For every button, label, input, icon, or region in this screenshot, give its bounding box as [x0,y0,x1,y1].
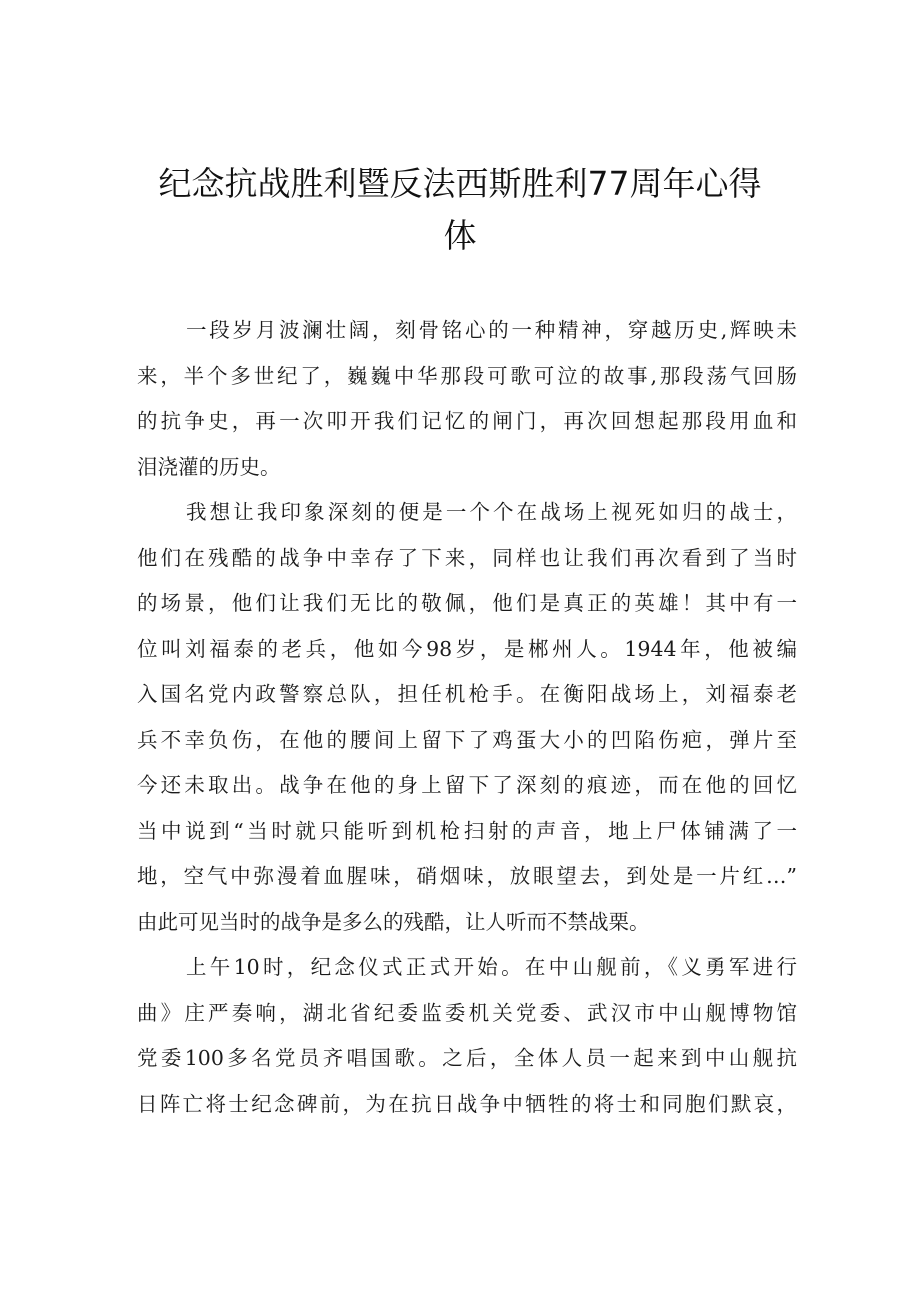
paragraph-line: 兵不幸负伤，在他的腰间上留下了鸡蛋大小的凹陷伤疤，弹片至 [137,727,797,752]
document-body [137,308,797,1127]
paragraph-line: 他们在残酷的战争中幸存了下来，同样也让我们再次看到了当时 [137,545,797,570]
paragraph-line: 位叫刘福泰的老兵，他如今98岁，是郴州人。1944年，他被编 [137,636,797,661]
paragraph-1 [137,308,797,490]
paragraph-line: 入国名党内政警察总队，担任机枪手。在衡阳战场上，刘福泰老 [137,682,797,706]
title-line-2: 体 [443,216,477,255]
paragraph-line: 的抗争史，再一次叩开我们记忆的闸门，再次回想起那段用血和 [137,409,797,433]
paragraph-line: 当中说到“当时就只能听到机枪扫射的声音，地上尸体铺满了一 [137,818,797,843]
paragraph-line: 曲》庄严奏响，湖北省纪委监委机关党委、武汉市中山舰博物馆 [137,1000,797,1025]
paragraph-line: 来，半个多世纪了，巍巍中华那段可歌可泣的故事,那段荡气回肠 [137,363,797,388]
title-line-1: 纪念抗战胜利暨反法西斯胜利77周年心得 [158,164,762,203]
paragraph-line: 的场景，他们让我们无比的敬佩，他们是真正的英雄！其中有一 [137,591,797,615]
paragraph-line: 今还未取出。战争在他的身上留下了深刻的痕迹，而在他的回忆 [137,773,797,797]
page-title [110,158,810,262]
paragraph-line: 我想让我印象深刻的便是一个个在战场上视死如归的战士， [186,500,797,524]
paragraph-line: 地，空气中弥漫着血腥味，硝烟味，放眼望去，到处是一片红…” [137,864,797,888]
paragraph-line: 日阵亡将士纪念碑前，为在抗日战争中牺牲的将士和同胞们默哀， [137,1091,797,1116]
paragraph-3 [137,945,797,1127]
paragraph-line: 上午10时，纪念仪式正式开始。在中山舰前，《义勇军进行 [186,955,797,979]
paragraph-line: 由此可见当时的战争是多么的残酷，让人听而不禁战栗。 [137,909,650,934]
paragraph-line: 党委100多名党员齐唱国歌。之后，全体人员一起来到中山舰抗 [137,1046,797,1070]
paragraph-line: 泪浇灌的历史。 [137,454,281,479]
paragraph-line: 一段岁月波澜壮阔，刻骨铭心的一种精神，穿越历史,辉映未 [186,318,797,342]
paragraph-2 [137,490,797,945]
